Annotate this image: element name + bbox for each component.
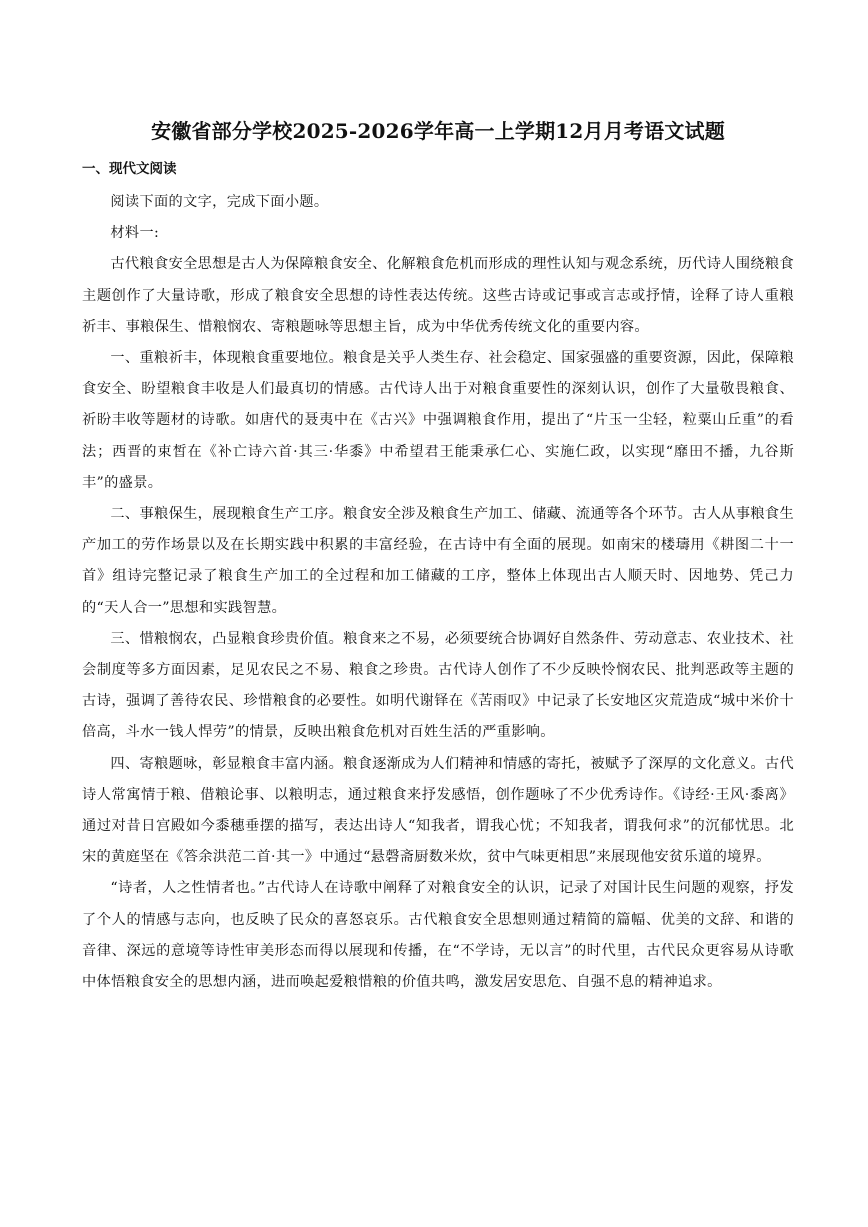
paragraph-conclusion: “诗者，人之性情者也。”古代诗人在诗歌中阐释了对粮食安全的认识，记录了对国计民生问题的观察，抒发了个人的情感与志向，也反映了民众的喜怒哀乐。古代粮食安全思想则通过精简的篇幅、优美的文辞、和谐的音律、深远的意境等诗性审美形态而得以展现和传播，在“不学诗，无以言”的时代里，古代民众更容易从诗歌中体悟粮食安全的思想内涵，进而唤起爱粮惜粮的价值共鸣，激发居安思危、自强不息的精神追求。 — [82, 880, 794, 991]
material-label: 材料一: — [110, 225, 160, 242]
paragraph-point-one: 一、重粮祈丰，体现粮食重要地位。粮食是关乎人类生存、社会稳定、国家强盛的重要资源，因此，保障粮食安全、盼望粮食丰收是人们最真切的情感。古代诗人出于对粮食重要性的深刻认识，创作了大量敬畏粮食、祈盼丰收等题材的诗歌。如唐代的聂夷中在《古兴》中强调粮食作用，提出了“片玉一尘轻，粒粟山丘重”的看法；西晋的束皙在《补亡诗六首·其三·华黍》中希望君王能秉承仁心、实施仁政，以实现“靡田不播，九谷斯丰”的盛景。 — [82, 350, 794, 491]
paragraph-intro: 古代粮食安全思想是古人为保障粮食安全、化解粮食危机而形成的理性认知与观念系统，历代诗人围绕粮食主题创作了大量诗歌，形成了粮食安全思想的诗性表达传统。这些古诗或记事或言志或抒情，诠释了诗人重粮祈丰、事粮保生、惜粮悯农、寄粮题咏等思想主旨，成为中华优秀传统文化的重要内容。 — [82, 256, 794, 335]
paragraph-point-three: 三、惜粮悯农，凸显粮食珍贵价值。粮食来之不易，必须要统合协调好自然条件、劳动意志、农业技术、社会制度等多方面因素，足见农民之不易、粮食之珍贵。古代诗人创作了不少反映怜悯农民、批判恶政等主题的古诗，强调了善待农民、珍惜粮食的必要性。如明代谢铎在《苦雨叹》中记录了长安地区灾荒造成“城中米价十倍高，斗水一钱人悍劳”的情景，反映出粮食危机对百姓生活的严重影响。 — [82, 630, 795, 741]
section-heading: 一、现代文阅读 — [82, 161, 177, 177]
reading-instruction: 阅读下面的文字，完成下面小题。 — [110, 194, 329, 210]
paragraph-point-four: 四、寄粮题咏，彰显粮食丰富内涵。粮食逐渐成为人们精神和情感的寄托，被赋予了深厚的文化意义。古代诗人常寓情于粮、借粮论事、以粮明志，通过粮食来抒发感悟，创作题咏了不少优秀诗作。《诗经·王风·黍离》通过对昔日宫殿如今黍穗垂摆的描写，表达出诗人“知我者，谓我心忧；不知我者，谓我何求”的沉郁忧思。北宋的黄庭坚在《答余洪范二首·其一》中通过“悬磬斋厨数米炊，贫中气味更相思”来展现他安贫乐道的境界。 — [82, 755, 794, 866]
document-title: 安徽省部分学校2025-2026学年高一上学期12月月考语文试题 — [151, 119, 725, 143]
paragraph-point-two: 二、事粮保生，展现粮食生产工序。粮食安全涉及粮食生产加工、储藏、流通等各个环节。古人从事粮食生产加工的劳作场景以及在长期实践中积累的丰富经验，在古诗中有全面的展现。如南宋的楼璹用《耕图二十一首》组诗完整记录了粮食生产加工的全过程和加工储藏的工序，整体上体现出古人顺天时、因地势、凭己力的“天人合一”思想和实践智慧。 — [82, 506, 794, 616]
